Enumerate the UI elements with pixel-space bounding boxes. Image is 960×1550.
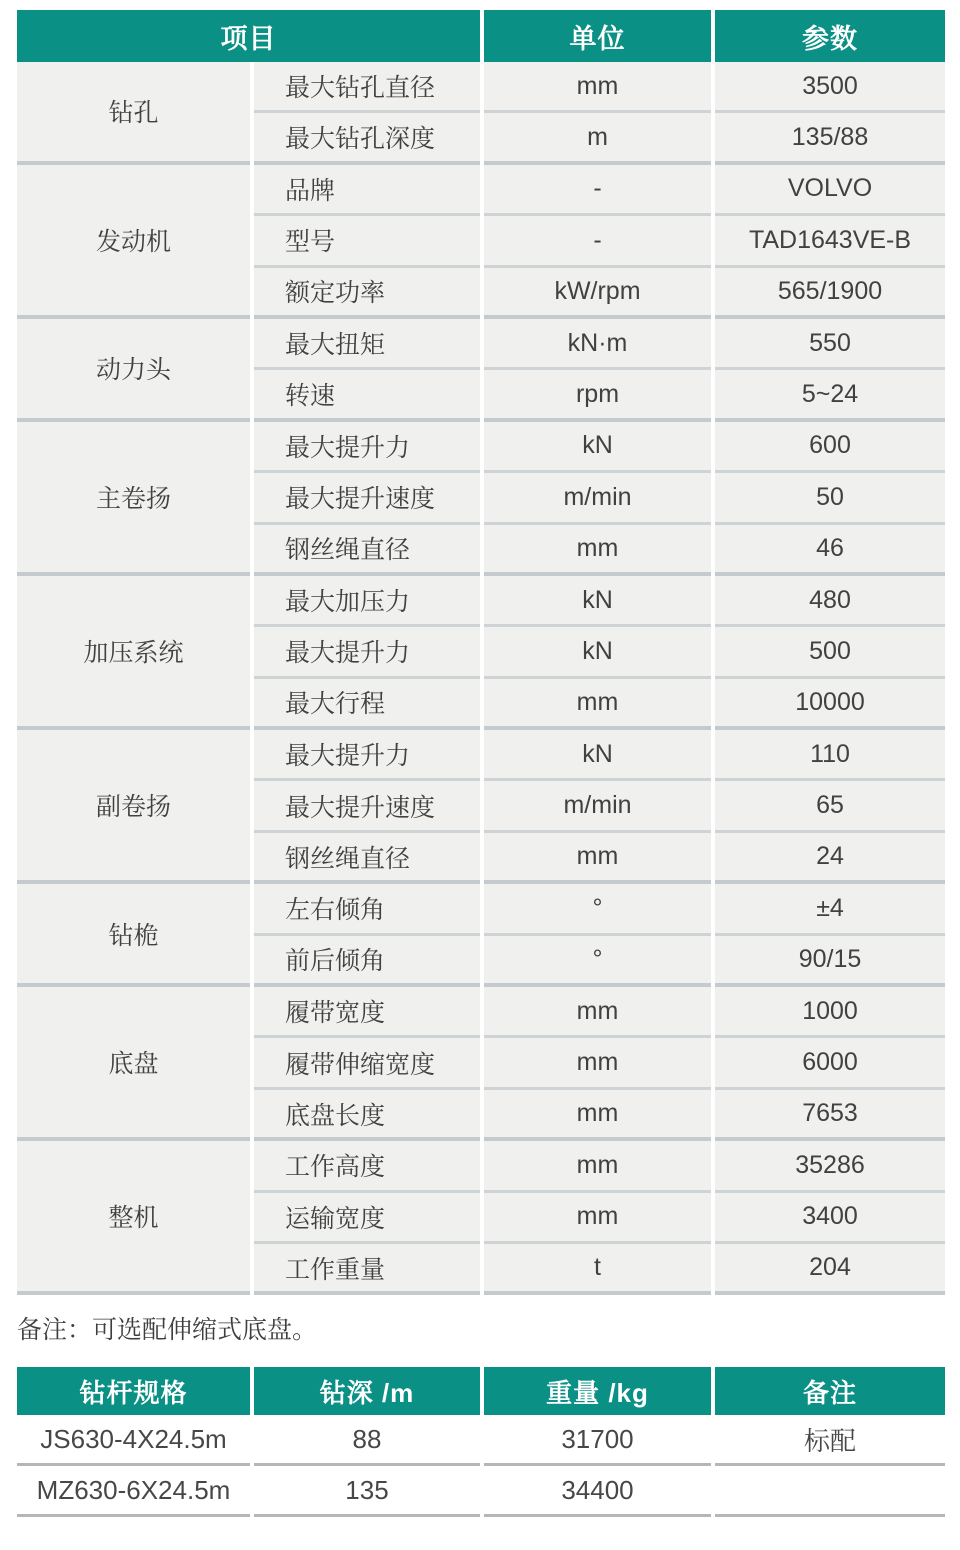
- item-cell: 履带伸缩宽度: [254, 1038, 480, 1089]
- unit-cell: mm: [484, 1193, 711, 1244]
- unit-cell: mm: [484, 679, 711, 730]
- unit-cell: m: [484, 113, 711, 164]
- spec-header-item: 项目: [17, 10, 480, 62]
- value-cell: 24: [715, 833, 945, 884]
- item-cell: 转速: [254, 370, 480, 421]
- pipe-cell: [715, 1466, 945, 1517]
- value-cell: 3400: [715, 1193, 945, 1244]
- unit-cell: kN: [484, 730, 711, 781]
- item-cell: 钢丝绳直径: [254, 525, 480, 576]
- item-cell: 品牌: [254, 165, 480, 216]
- pipe-cell: 标配: [715, 1415, 945, 1466]
- unit-cell: m/min: [484, 781, 711, 832]
- item-cell: 前后倾角: [254, 936, 480, 987]
- spec-header-unit: 单位: [484, 10, 711, 62]
- group-cell: 主卷扬: [17, 422, 250, 576]
- spec-table: [17, 10, 945, 1295]
- pipe-cell: JS630-4X24.5m: [17, 1415, 250, 1466]
- unit-cell: °: [484, 884, 711, 935]
- item-cell: 最大扭矩: [254, 319, 480, 370]
- unit-cell: mm: [484, 1038, 711, 1089]
- item-cell: 运输宽度: [254, 1193, 480, 1244]
- value-cell: 110: [715, 730, 945, 781]
- item-cell: 最大钻孔直径: [254, 62, 480, 113]
- value-cell: 600: [715, 422, 945, 473]
- value-cell: ±4: [715, 884, 945, 935]
- item-cell: 型号: [254, 216, 480, 267]
- group-cell: 底盘: [17, 987, 250, 1141]
- value-cell: 35286: [715, 1141, 945, 1192]
- item-cell: 最大行程: [254, 679, 480, 730]
- pipe-cell: MZ630-6X24.5m: [17, 1466, 250, 1517]
- unit-cell: kN: [484, 576, 711, 627]
- group-cell: 动力头: [17, 319, 250, 422]
- item-cell: 底盘长度: [254, 1090, 480, 1141]
- unit-cell: mm: [484, 833, 711, 884]
- group-cell: 加压系统: [17, 576, 250, 730]
- unit-cell: kN: [484, 422, 711, 473]
- unit-cell: kN: [484, 627, 711, 678]
- item-cell: 最大钻孔深度: [254, 113, 480, 164]
- pipe-header-cell: 重量 /kg: [484, 1367, 711, 1415]
- unit-cell: mm: [484, 525, 711, 576]
- pipe-cell: 31700: [484, 1415, 711, 1466]
- unit-cell: mm: [484, 1090, 711, 1141]
- value-cell: VOLVO: [715, 165, 945, 216]
- pipe-cell: 34400: [484, 1466, 711, 1517]
- value-cell: 10000: [715, 679, 945, 730]
- group-cell: 钻孔: [17, 62, 250, 165]
- pipe-table: [17, 1367, 945, 1517]
- value-cell: 480: [715, 576, 945, 627]
- item-cell: 最大提升力: [254, 730, 480, 781]
- item-cell: 额定功率: [254, 268, 480, 319]
- value-cell: 135/88: [715, 113, 945, 164]
- unit-cell: mm: [484, 62, 711, 113]
- item-cell: 最大提升力: [254, 422, 480, 473]
- value-cell: 50: [715, 473, 945, 524]
- value-cell: 6000: [715, 1038, 945, 1089]
- group-cell: 发动机: [17, 165, 250, 319]
- pipe-cell: 88: [254, 1415, 480, 1466]
- unit-cell: rpm: [484, 370, 711, 421]
- pipe-cell: 135: [254, 1466, 480, 1517]
- note-text: 备注：可选配伸缩式底盘。: [17, 1316, 318, 1345]
- value-cell: 204: [715, 1244, 945, 1295]
- item-cell: 最大提升速度: [254, 473, 480, 524]
- unit-cell: mm: [484, 1141, 711, 1192]
- value-cell: 7653: [715, 1090, 945, 1141]
- value-cell: TAD1643VE-B: [715, 216, 945, 267]
- value-cell: 90/15: [715, 936, 945, 987]
- spec-header-value: 参数: [715, 10, 945, 62]
- item-cell: 履带宽度: [254, 987, 480, 1038]
- item-cell: 最大提升力: [254, 627, 480, 678]
- unit-cell: kW/rpm: [484, 268, 711, 319]
- value-cell: 3500: [715, 62, 945, 113]
- item-cell: 最大加压力: [254, 576, 480, 627]
- value-cell: 1000: [715, 987, 945, 1038]
- unit-cell: -: [484, 216, 711, 267]
- item-cell: 最大提升速度: [254, 781, 480, 832]
- value-cell: 550: [715, 319, 945, 370]
- unit-cell: m/min: [484, 473, 711, 524]
- value-cell: 5~24: [715, 370, 945, 421]
- group-cell: 整机: [17, 1141, 250, 1295]
- group-cell: 钻桅: [17, 884, 250, 987]
- unit-cell: t: [484, 1244, 711, 1295]
- pipe-header-cell: 钻杆规格: [17, 1367, 250, 1415]
- item-cell: 工作高度: [254, 1141, 480, 1192]
- pipe-header-cell: 备注: [715, 1367, 945, 1415]
- value-cell: 46: [715, 525, 945, 576]
- item-cell: 工作重量: [254, 1244, 480, 1295]
- unit-cell: °: [484, 936, 711, 987]
- group-cell: 副卷扬: [17, 730, 250, 884]
- item-cell: 钢丝绳直径: [254, 833, 480, 884]
- value-cell: 65: [715, 781, 945, 832]
- value-cell: 500: [715, 627, 945, 678]
- unit-cell: kN·m: [484, 319, 711, 370]
- item-cell: 左右倾角: [254, 884, 480, 935]
- pipe-header-cell: 钻深 /m: [254, 1367, 480, 1415]
- value-cell: 565/1900: [715, 268, 945, 319]
- unit-cell: mm: [484, 987, 711, 1038]
- unit-cell: -: [484, 165, 711, 216]
